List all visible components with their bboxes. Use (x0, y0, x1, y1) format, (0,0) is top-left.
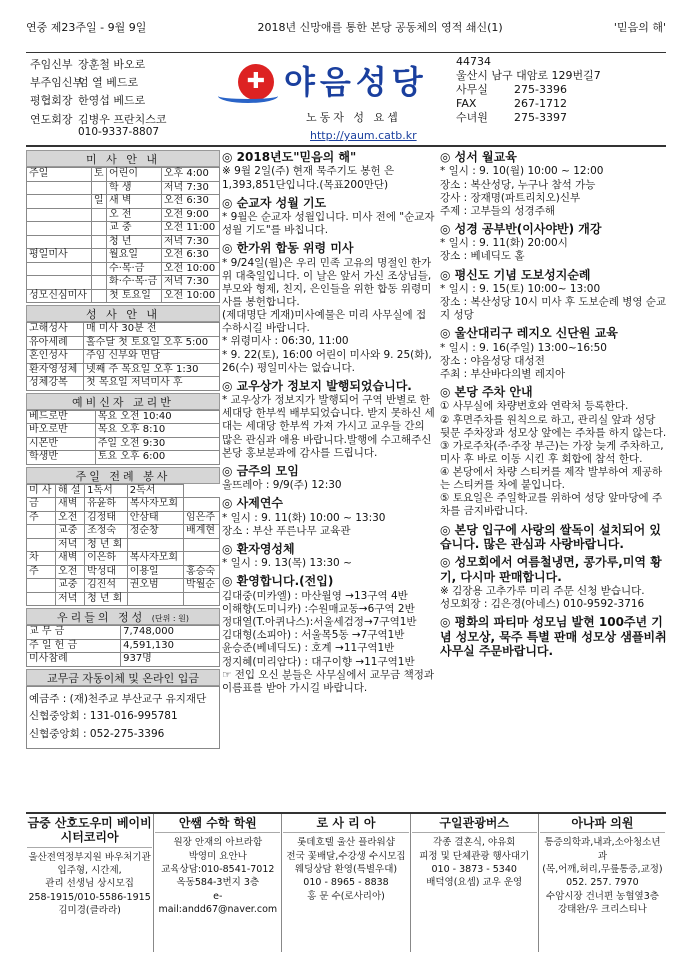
table-row (27, 181, 220, 195)
table-cell: 권오범 (127, 579, 183, 593)
table-cell: 저녁 7:30 (161, 235, 219, 249)
table-cell (91, 181, 106, 195)
table-cell: 교중 (56, 525, 85, 539)
table-cell: 어린이 (107, 168, 162, 182)
article-heading: ◎ 본당 입구에 사랑의 쌀독이 설치되어 있습니다. 많은 관심과 사랑바랍니다. (440, 522, 662, 551)
table-row (27, 377, 220, 391)
table-row (27, 235, 220, 249)
table-cell: 이용일 (127, 565, 183, 579)
article-text: ※ 김장용 고추가루 미리 주문 신청 받습니다. (440, 585, 645, 598)
article-text: (제대명단 게재)미사예물은 미리 사무실에 접수하시길 바랍니다. (222, 309, 427, 335)
article-text: 이해향(도미니카) :수원매교동→6구역 2반 (222, 603, 415, 615)
contact-label: 사무실 (456, 83, 488, 96)
article (222, 542, 436, 571)
table-row (27, 565, 220, 579)
table-row (27, 168, 220, 182)
article-text: 장소 : 복산성당, 누구나 참석 가능 (440, 178, 596, 191)
table-cell: 새 벽 (107, 195, 162, 209)
table-cell (184, 552, 220, 566)
ad-line: 각종 결혼식, 야유회 (432, 837, 516, 849)
contact-label: FAX (456, 97, 477, 110)
table-row (27, 276, 220, 290)
table-cell: 4,591,130 (121, 639, 220, 653)
patron-saint: 노동자 성 요셉 (306, 111, 401, 124)
table-row (27, 336, 220, 350)
ad-line: 김미경(클라라) (58, 904, 121, 916)
article-text: 장소 : 복산성당 10시 미사 후 도보순례 병영 순교지 성당 (440, 296, 667, 322)
contact-number: 267-1712 (514, 97, 567, 110)
article-text: ④ 본당에서 차량 스티커를 제작 발부하여 제공하는 스티커를 차에 붙입니다. (440, 466, 663, 492)
table-cell: 오전 (56, 565, 85, 579)
bank-line: 신협중앙회 : 052-275-3396 (29, 728, 165, 741)
article-heading: ◎ 2018년도"믿음의 해" (222, 150, 357, 164)
article-text: 강사 : 장재명(파트리치오)신부 (440, 191, 581, 204)
church-name: 야음성당 (284, 63, 428, 101)
article-text: * 9/24일(월)은 우리 민족 고유의 명절인 한가위 대축일입니다. 이 날은 앞서 가신 조상님들, 부모와 형제, 친지, 은인들을 위한 합동 위령미사를 봉헌합니다. (222, 256, 432, 309)
right-column (440, 150, 668, 663)
table-cell: 937명 (121, 653, 220, 667)
table-cell (91, 276, 106, 290)
article-text: * 일시 : 9. 16(주일) 13:00~16:50 (440, 341, 607, 354)
table-cell: 주 (27, 565, 56, 579)
article-text: 주제 : 고부들의 성경주해 (440, 204, 555, 217)
table-cell: 주 일 헌 금 (27, 639, 121, 653)
staff-row (30, 76, 220, 89)
ad-line: 강태완/우 크리스티나 (558, 903, 647, 915)
table-row (27, 289, 220, 303)
ad-box (26, 814, 154, 952)
article-text: ※ 9월 2일(주) 현재 묵주기도 봉헌 은1,393,851단입니다.(목표200만단) (222, 165, 395, 191)
table-cell: 미 사 (27, 484, 56, 498)
ad-line: 052. 257. 7970 (566, 877, 639, 889)
article (222, 464, 436, 493)
article (222, 241, 436, 375)
table-cell: 유윤하 (85, 498, 128, 512)
article-text: 장소 : 부산 푸른나무 교육관 (222, 524, 351, 537)
table-cell: 첫 토요일 (107, 289, 162, 303)
mass-schedule-table (26, 167, 220, 303)
auto-transfer-title: 교무금 자동이체 및 온라인 입금 (26, 669, 220, 686)
article-heading: ◎ 환영합니다.(전입) (222, 574, 334, 589)
table-cell: 고해성사 (27, 323, 84, 337)
table-cell (184, 498, 220, 512)
table-cell: 청 년 (107, 235, 162, 249)
table-cell: 조정숙 (85, 525, 128, 539)
article-text: * 일시 : 9. 10(월) 10:00 ~ 12:00 (440, 165, 604, 178)
table-cell: 주일 (27, 168, 92, 182)
contact-row (456, 97, 668, 111)
contact-label: 수녀원 (456, 111, 488, 124)
staff-role: 연도회장 (30, 112, 73, 126)
offering-title: 우리들의 정성 (단위 : 원) (26, 608, 220, 625)
table-cell (127, 538, 183, 552)
article-text: 울뜨레아 : 9/9(주) 12:30 (222, 479, 342, 492)
article-text: ☞ 전입 오신 분들은 사무실에서 교무금 책정과 이름표를 받아 가시길 바랍니다. (222, 668, 435, 694)
wave-icon (218, 89, 278, 103)
bank-line: 신협중앙회 : 131-016-995781 (29, 710, 178, 723)
ad-line: 박영미 요안나 (188, 850, 247, 862)
table-cell: 화·수·목·금 (107, 276, 162, 290)
table-cell: 목요 오전 10:40 (95, 410, 219, 424)
table-cell (27, 235, 92, 249)
table-cell (91, 262, 106, 276)
table-row (27, 626, 220, 640)
staff-name: 김병우 프란치스코 (78, 112, 167, 126)
table-cell: 오 전 (107, 208, 162, 222)
staff-row (30, 113, 220, 126)
issue-date: 연중 제23주일 - 9월 9일 (26, 21, 147, 35)
table-cell: 환자영성체 (27, 363, 84, 377)
article-heading: ◎ 성서 월교육 (440, 150, 517, 164)
ad-line: 교육상담:010-8541-7012 (161, 863, 275, 875)
table-cell: 주 (27, 511, 56, 525)
table-cell: 미사참례 (27, 653, 121, 667)
table-row (27, 579, 220, 593)
article-text: * 일시 : 9. 11(화) 10:00 ~ 13:30 (222, 511, 386, 524)
table-row (27, 484, 220, 498)
table-cell (27, 208, 92, 222)
table-cell: 7,748,000 (121, 626, 220, 640)
ad-line: 010 - 3873 - 5340 (431, 863, 517, 875)
staff-name: 한영섭 베드로 (78, 94, 146, 108)
table-cell (184, 538, 220, 552)
article-text: ② 후면주차를 원칙으로 하고, 관리실 앞과 성당 뒷문 주차장과 성모상 앞에는 주차를 하지 않는다. (440, 413, 667, 439)
article-text: 장소 : 베네딕도 홀 (440, 250, 525, 263)
table-cell: 저녁 7:30 (161, 181, 219, 195)
table-cell (27, 262, 92, 276)
table-cell: 일 (91, 195, 106, 209)
article-text: 정대열(T.아퀴나스):서울세검정→7구역1반 (222, 616, 417, 629)
table-cell: 수·목·금 (107, 262, 162, 276)
table-cell: 해 설 (56, 484, 85, 498)
article-heading: ◎ 사제연수 (222, 496, 284, 511)
table-row (27, 498, 220, 512)
ads-row (26, 812, 666, 952)
ad-line: 전국 꽃배달,수강생 수시모집 (286, 850, 406, 862)
article (440, 222, 668, 264)
contact-number: 275-3397 (514, 111, 567, 124)
church-logo (214, 59, 450, 143)
table-cell: 오전 6:30 (161, 249, 219, 263)
ad-line: 홍 문 수(로사리아) (307, 890, 385, 902)
sacrament-table (26, 322, 220, 391)
mass-schedule-title: 미 사 안 내 (26, 150, 220, 167)
table-row (27, 350, 220, 364)
table-cell: 유아세례 (27, 336, 84, 350)
table-cell: 이은하 (85, 552, 128, 566)
staff-name: 엄 열 베드로 (78, 76, 139, 90)
article-heading: ◎ 성모회에서 여름철냉면, 콩가루,미역 황기, 다시마 판매합니다. (440, 555, 662, 584)
table-cell: 저녁 7:30 (161, 276, 219, 290)
table-cell: 임은주 (184, 511, 220, 525)
article (222, 196, 436, 238)
table-cell: 정순창 (127, 525, 183, 539)
contact-row (456, 111, 668, 125)
article-heading: ◎ 교우상가 정보지 발행되었습니다. (222, 378, 412, 393)
article-heading: ◎ 한가위 합동 위령 미사 (222, 241, 354, 256)
table-row (27, 195, 220, 209)
article-heading: ◎ 평화의 파티마 성모님 발현 100주년 기념 성모상, 묵주 특별 판매 성모상 샘플비취 사무실 주문바랍니다. (440, 615, 667, 659)
table-cell: 오전 10:00 (161, 262, 219, 276)
table-cell: 바오로반 (27, 424, 96, 438)
year-theme: 2018년 신망애를 통한 본당 공동체의 영적 쇄신(1) (257, 21, 503, 35)
ad-line: 통증의학과,내과,소아청소년과 (544, 837, 661, 862)
table-cell: 주임 신부와 면담 (84, 350, 220, 364)
table-row (27, 552, 220, 566)
table-row (27, 249, 220, 263)
article-heading: ◎ 평신도 기념 도보성지순례 (440, 267, 591, 282)
article-heading: ◎ 순교자 성월 기도 (222, 195, 327, 210)
table-cell: 박월순 (184, 579, 220, 593)
article-text: ① 사무실에 차량번호와 연락처 등록한다. (440, 400, 629, 413)
table-cell (27, 579, 56, 593)
article (440, 555, 668, 611)
table-cell: 김정태 (85, 511, 128, 525)
article-text: 성모회장 : 김은경(아네스) 010-9592-3716 (440, 598, 645, 611)
ad-box (411, 814, 539, 952)
ad-line: 입주형, 시간제, (57, 865, 122, 877)
article (440, 523, 668, 552)
sacrament-title: 성 사 안 내 (26, 305, 220, 322)
table-row (27, 538, 220, 552)
masthead (26, 52, 666, 147)
article-heading: ◎ 환자영성체 (222, 541, 295, 556)
table-cell: 새벽 (56, 498, 85, 512)
table-row (27, 639, 220, 653)
table-cell: 오전 6:30 (161, 195, 219, 209)
table-cell: 홀수달 첫 토요일 오후 5:00 (84, 336, 220, 350)
table-cell: 청 년 회 (85, 538, 128, 552)
ad-line: 롯데호텔 울산 플라워샵 (297, 837, 395, 849)
table-cell: 금 (27, 498, 56, 512)
article-heading: ◎ 성경 공부반(이사야반) 개강 (440, 221, 602, 236)
article-text: * 9. 22(토), 16:00 어린이 미사와 9. 25(화), 26(수) 평일미사는 없습니다. (222, 348, 432, 374)
table-row (27, 525, 220, 539)
bank-line: 예금주 : (재)천주교 부산교구 유지재단 (29, 692, 207, 705)
ad-box (539, 814, 666, 952)
article (440, 385, 668, 519)
table-row (27, 437, 220, 451)
table-cell: 오후 4:00 (161, 168, 219, 182)
table-cell: 월요일 (107, 249, 162, 263)
table-cell: 베드로반 (27, 410, 96, 424)
ad-line: 원장 안재의 아브라함 (173, 837, 263, 849)
table-cell: 안삼태 (127, 511, 183, 525)
table-cell: 성모신심미사 (27, 289, 92, 303)
ad-line: 옥동584-3번지 3층 (176, 877, 260, 889)
ad-line: 관리 선생님 상시모집 (45, 878, 134, 890)
table-row (27, 323, 220, 337)
article-text: * 위령미사 : 06:30, 11:00 (222, 335, 349, 348)
article-heading: ◎ 금주의 모임 (222, 463, 299, 478)
service-title: 주일 전례 봉사 (26, 467, 220, 484)
table-cell: 오전 10:00 (161, 289, 219, 303)
table-cell: 혼인성사 (27, 350, 84, 364)
article-text: * 9월은 순교자 성월입니다. 미사 전에 "순교자 성월 기도"를 바칩니다. (222, 211, 435, 237)
top-bar (26, 8, 666, 48)
table-cell: 배계현 (184, 525, 220, 539)
ad-title: 금중 산호도우미 베이비시터코리아 (27, 816, 152, 848)
table-cell (91, 208, 106, 222)
article-text: 주최 : 부산바다의별 레지아 (440, 367, 566, 380)
left-column (26, 150, 220, 749)
ad-line: 258-1915/010-5586-1915 (28, 891, 151, 903)
table-cell: 주일 오전 9:30 (95, 437, 219, 451)
article-text: 정지혜(미리암다) : 대구이향 →11구역1반 (222, 655, 415, 668)
staff-row (30, 94, 220, 107)
table-cell: 저녁 (56, 592, 85, 606)
ad-line: (목,어깨,허리,무릎통증,교정) (542, 863, 663, 875)
table-cell: 목요 오후 8:10 (95, 424, 219, 438)
table-row (27, 262, 220, 276)
staff-role: 주임신부 (30, 58, 73, 71)
table-row (27, 511, 220, 525)
article-text: * 일시 : 9. 13(목) 13:30 ~ (222, 557, 352, 570)
table-cell: 오전 9:00 (161, 208, 219, 222)
ad-line: e-mail:andd67@naver.com (158, 890, 278, 915)
article-text: ⑤ 토요일은 주일학교를 위하여 성당 앞마당에 주차를 금지바랍니다. (440, 492, 663, 518)
table-cell: 성체강복 (27, 377, 84, 391)
cross-icon: ✚ (238, 64, 274, 100)
middle-column (222, 150, 436, 699)
table-row (27, 208, 220, 222)
table-cell: 교중 (56, 579, 85, 593)
table-cell (27, 525, 56, 539)
ad-title: 로 사 리 아 (283, 816, 408, 833)
table-cell: 복사자모회 (127, 498, 183, 512)
table-cell: 복사자모회 (127, 552, 183, 566)
offering-table (26, 625, 220, 667)
table-row (27, 592, 220, 606)
ad-box (282, 814, 410, 952)
article (440, 268, 668, 323)
article-heading: ◎ 울산대리구 레지오 신단원 교육 (440, 326, 618, 341)
article-text: * 교우상가 정보지가 발행되어 구역 반별로 한 세대당 한부씩 배부되었습니다. 받지 못하신 세대는 세대당 한부씩 가져 가시고 교우들 간의 많은 관심과 애용 바랍니다.발행에 수고해주신 본당 홍보분과에 감사를 드립니다. (222, 394, 435, 459)
table-row (27, 653, 220, 667)
catechumen-title: 예비신자 교리반 (26, 393, 220, 410)
article-text: ③ 가로주차(주·주장 부근)는 가장 늦게 주차하고, 미사 후 바로 이동 시킨 후 회합에 참석 한다. (440, 439, 664, 465)
contact-info (456, 55, 668, 125)
table-cell: 넷째 주 목요일 오후 1:30 (84, 363, 220, 377)
table-cell: 새벽 (56, 552, 85, 566)
postcode: 44734 (456, 55, 491, 68)
ad-line: 웨딩상담 환영(특별우대) (294, 863, 398, 875)
table-cell (27, 181, 92, 195)
staff-row (30, 58, 220, 71)
article (440, 326, 668, 381)
ad-line: 배덕영(요셉) 교우 운영 (426, 877, 523, 889)
article-text: 장소 : 야음성당 대성전 (440, 354, 545, 367)
table-cell (27, 222, 92, 236)
table-cell (27, 195, 92, 209)
article (440, 150, 668, 218)
article-text: * 일시 : 9. 15(토) 10:00~ 13:00 (440, 282, 601, 295)
table-cell: 시몬반 (27, 437, 96, 451)
table-cell: 토요 오후 6:00 (95, 451, 219, 465)
table-cell: 학 생 (107, 181, 162, 195)
staff-name: 장훈철 바오로 (78, 58, 146, 71)
article (222, 496, 436, 538)
service-table (26, 484, 220, 607)
table-cell (91, 289, 106, 303)
table-cell: 오전 (56, 511, 85, 525)
table-cell: 첫 목요일 저녁미사 후 (84, 377, 220, 391)
contact-number: 275-3396 (514, 83, 567, 96)
staff-list (30, 58, 220, 138)
table-cell: 오전 11:00 (161, 222, 219, 236)
table-cell: 2독서 (127, 484, 183, 498)
ad-title: 아나파 의원 (540, 816, 665, 833)
table-cell (27, 276, 92, 290)
staff-role: 평협회장 (30, 94, 73, 108)
year-motto: '믿음의 해' (613, 21, 666, 35)
table-cell: 교 무 금 (27, 626, 121, 640)
table-cell (184, 592, 220, 606)
table-row (27, 363, 220, 377)
article (222, 150, 436, 192)
table-cell: 박성대 (85, 565, 128, 579)
table-cell: 1독서 (85, 484, 128, 498)
staff-phone: 010-9337-8807 (78, 125, 160, 138)
table-cell (91, 235, 106, 249)
bank-info (26, 686, 220, 750)
staff-role: 부주임신부 (30, 76, 84, 90)
table-cell: 교 중 (107, 222, 162, 236)
table-row (27, 451, 220, 465)
ad-line: 010 - 8965 - 8838 (303, 877, 389, 889)
article-text: 김대중(미카엘) : 마산월영 →13구역 4반 (222, 589, 408, 602)
table-cell: 매 미사 30분 전 (84, 323, 220, 337)
ad-title: 안쌤 수학 학원 (155, 816, 280, 833)
article-text: * 일시 : 9. 11(화) 20:00시 (440, 237, 568, 250)
table-cell (27, 592, 56, 606)
table-row (27, 410, 220, 424)
ad-line: 수암시장 건너편 농협옆3층 (545, 890, 659, 902)
contact-row (456, 83, 668, 97)
address: 울산시 남구 대암로 129번길7 (456, 69, 601, 82)
table-cell: 평일미사 (27, 249, 92, 263)
article-heading: ◎ 본당 주차 안내 (440, 385, 533, 400)
table-cell (91, 249, 106, 263)
ad-line: 울산전역정부지원 바우처기관 (28, 851, 151, 863)
ad-title: 구일관광버스 (412, 816, 537, 833)
table-cell: 청 년 회 (85, 592, 128, 606)
table-cell: 홍승숙 (184, 565, 220, 579)
article (222, 379, 436, 460)
ad-box (154, 814, 282, 952)
article-text: 윤승준(베네딕도) : 호계 →11구역1반 (222, 642, 395, 655)
article (222, 574, 436, 694)
table-cell: 저녁 (56, 538, 85, 552)
article (440, 615, 668, 658)
ad-line: 피정 및 단체관광 행사대기 (419, 850, 530, 862)
table-cell (27, 538, 56, 552)
table-row (27, 424, 220, 438)
table-cell: 토 (91, 168, 106, 182)
table-cell: 차 (27, 552, 56, 566)
website-link[interactable]: http://yaum.catb.kr (310, 129, 417, 142)
catechumen-table (26, 410, 220, 465)
table-cell: 김진석 (85, 579, 128, 593)
table-cell (91, 222, 106, 236)
table-cell (127, 592, 183, 606)
table-cell: 학생반 (27, 451, 96, 465)
table-row (27, 222, 220, 236)
article-text: 김대형(소피아) : 서울목5동 →7구역1반 (222, 629, 405, 642)
